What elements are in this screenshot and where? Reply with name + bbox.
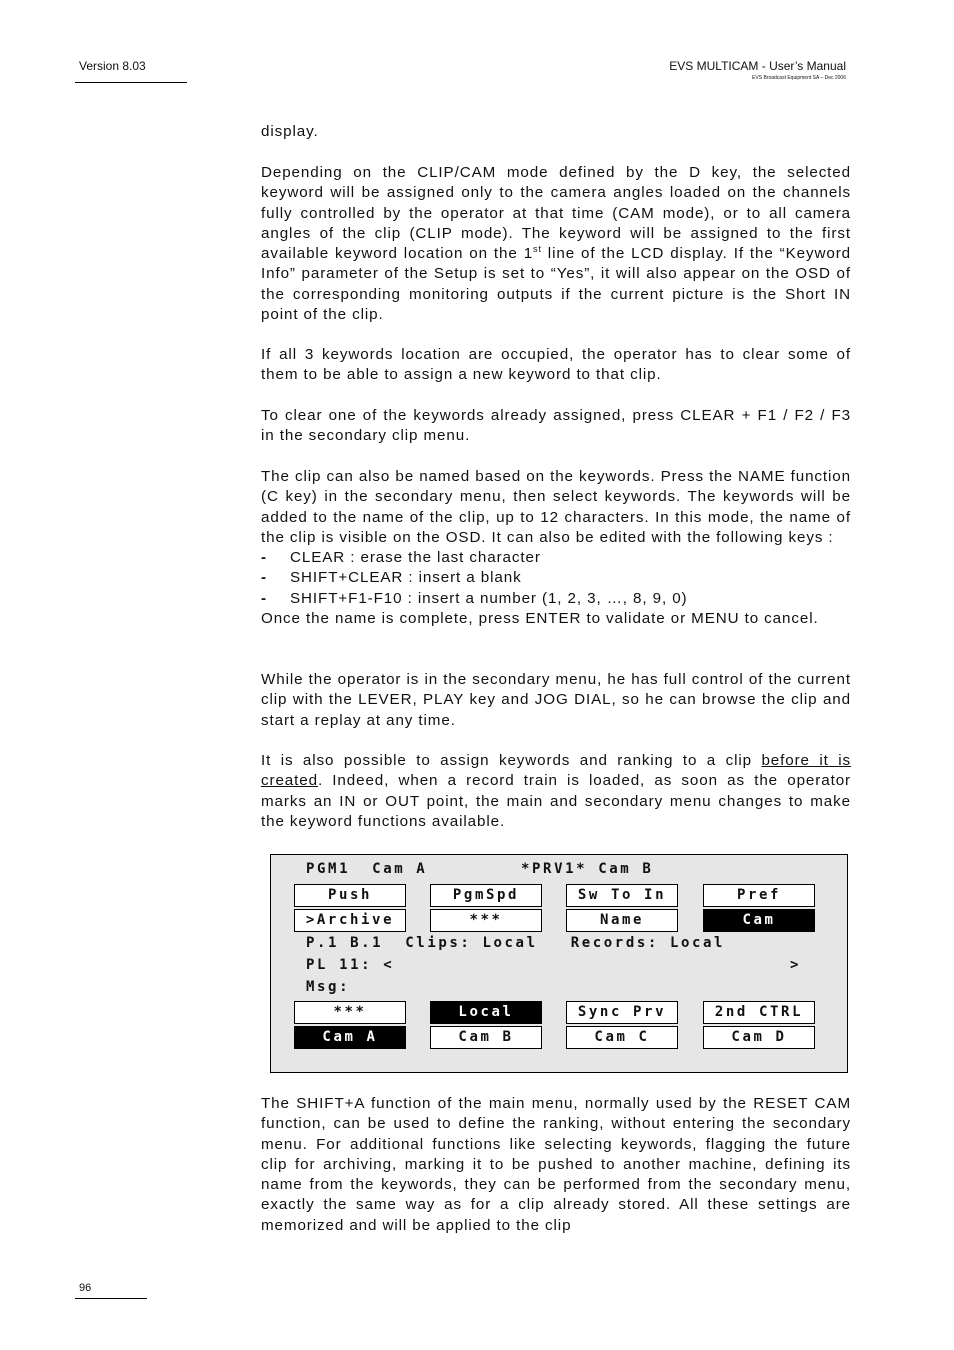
header-version: Version 8.03 [79, 59, 146, 73]
lcd-line-prv: *PRV1* Cam B [521, 861, 654, 877]
lcd-key-lower-stars[interactable]: *** [294, 1001, 406, 1024]
bullet-item: - SHIFT+F1-F10 : insert a number (1, 2, 3, …, 8, 9, 0) [261, 589, 851, 609]
lcd-key-archive[interactable]: >Archive [294, 909, 406, 932]
lcd-key-cam[interactable]: Cam [703, 909, 815, 932]
header-rule-left [75, 82, 187, 83]
lcd-key-sw-to-in[interactable]: Sw To In [566, 884, 678, 907]
lcd-key-pref[interactable]: Pref [703, 884, 815, 907]
lcd-key-2nd-ctrl[interactable]: 2nd CTRL [703, 1001, 815, 1024]
bullet-marker: - [261, 589, 267, 607]
lcd-key-sync-prv[interactable]: Sync Prv [566, 1001, 678, 1024]
paragraph-keywords-occupied: If all 3 keywords location are occupied, the operator has to clear some of them to be able to assign a new keyword to that clip. [261, 346, 851, 384]
underlined-text: before it is created [261, 752, 851, 790]
lcd-playlist-line: PL 11: < [306, 957, 395, 973]
lcd-key-cam-d[interactable]: Cam D [703, 1026, 815, 1049]
footer-rule [75, 1298, 147, 1299]
lcd-msg-line: Msg: [306, 979, 351, 995]
lcd-key-stars[interactable]: *** [430, 909, 542, 932]
lcd-key-cam-b[interactable]: Cam B [430, 1026, 542, 1049]
superscript-st: st [533, 244, 542, 255]
lcd-playlist-arrow: > [790, 957, 802, 973]
lcd-key-cam-c[interactable]: Cam C [566, 1026, 678, 1049]
bullet-item: - SHIFT+CLEAR : insert a blank [261, 568, 851, 588]
bullet-marker: - [261, 569, 267, 587]
lcd-line-pgm: PGM1 Cam A [306, 861, 428, 877]
paragraph-before-created: It is also possible to assign keywords and ranking to a clip before it is created. Indeed, when a record train is loaded, as soon as the operator marks an IN or OUT point, the main and secondary menu changes to make the keyword functions available. [261, 752, 851, 830]
paragraph-display: display. [261, 123, 319, 140]
lcd-key-cam-a[interactable]: Cam A [294, 1026, 406, 1049]
bullet-item: - CLEAR : erase the last character [261, 548, 851, 568]
lcd-key-pgmspd[interactable]: PgmSpd [430, 884, 542, 907]
paragraph-secondary-menu-control: While the operator is in the secondary menu, he has full control of the current clip with the LEVER, PLAY key and JOG DIAL, so he can browse the clip and start a replay at any time. [261, 671, 851, 729]
header-copyright: EVS Broadcast Equipment SA – Dec 2006 [752, 75, 846, 81]
paragraph-clip-cam-mode [261, 163, 851, 325]
lcd-status-line: P.1 B.1 Clips: Local Records: Local [306, 935, 726, 951]
paragraph-naming: The clip can also be named based on the keywords. Press the NAME function (C key) in the secondary menu, then select keywords. The keywords will be added to the name of the clip, up to 12 characters. In this mode, the name of the clip is visible on the OSD. It can also be edited with the following keys : - CLEAR : erase the last character - SHIFT+CLEAR : insert a blank - SHIFT+F1-F10 : insert a number (1, 2, 3, …, 8, 9, 0) Once the name is complete, press ENTER to validate or MENU to cancel. [261, 467, 851, 629]
p2-text-a: Depending on the CLIP/CAM mode defined by the D key, the selected keyword will be assigned only to the camera angles loaded on the channels fully controlled by the operator at that time (CAM mode), or to all camera angles of the clip (CLIP mode). The keyword will be assigned to the first available keyword location on the 1 [261, 164, 851, 263]
paragraph-clear-keywords: To clear one of the keywords already assigned, press CLEAR + F1 / F2 / F3 in the secondary clip menu. [261, 407, 851, 445]
paragraph-naming-end: Once the name is complete, press ENTER to validate or MENU to cancel. [261, 610, 819, 628]
bullet-marker: - [261, 549, 267, 567]
lcd-key-push[interactable]: Push [294, 884, 406, 907]
lcd-key-name[interactable]: Name [566, 909, 678, 932]
footer-page-number: 96 [79, 1282, 92, 1294]
p2-text-b: line of the LCD display. If the “Keyword Info” parameter of the Setup is set to “Yes”, it will also appear on the OSD of the corresponding monitoring outputs if the current picture is the Short IN point of the clip. [261, 245, 851, 324]
lcd-key-local[interactable]: Local [430, 1001, 542, 1024]
header-manual-title: EVS MULTICAM - User’s Manual [669, 59, 846, 73]
paragraph-shift-a: The SHIFT+A function of the main menu, normally used by the RESET CAM function, can be used to define the ranking, without entering the secondary menu. For additional functions like selecting keywords, flagging the future clip for archiving, marking it to be pushed to another machine, defining its name from the keywords, they can be performed from the secondary menu, exactly the same way as for a clip already stored. All these settings are memorized and will be applied to the clip [261, 1095, 851, 1234]
lcd-display [270, 854, 848, 1073]
